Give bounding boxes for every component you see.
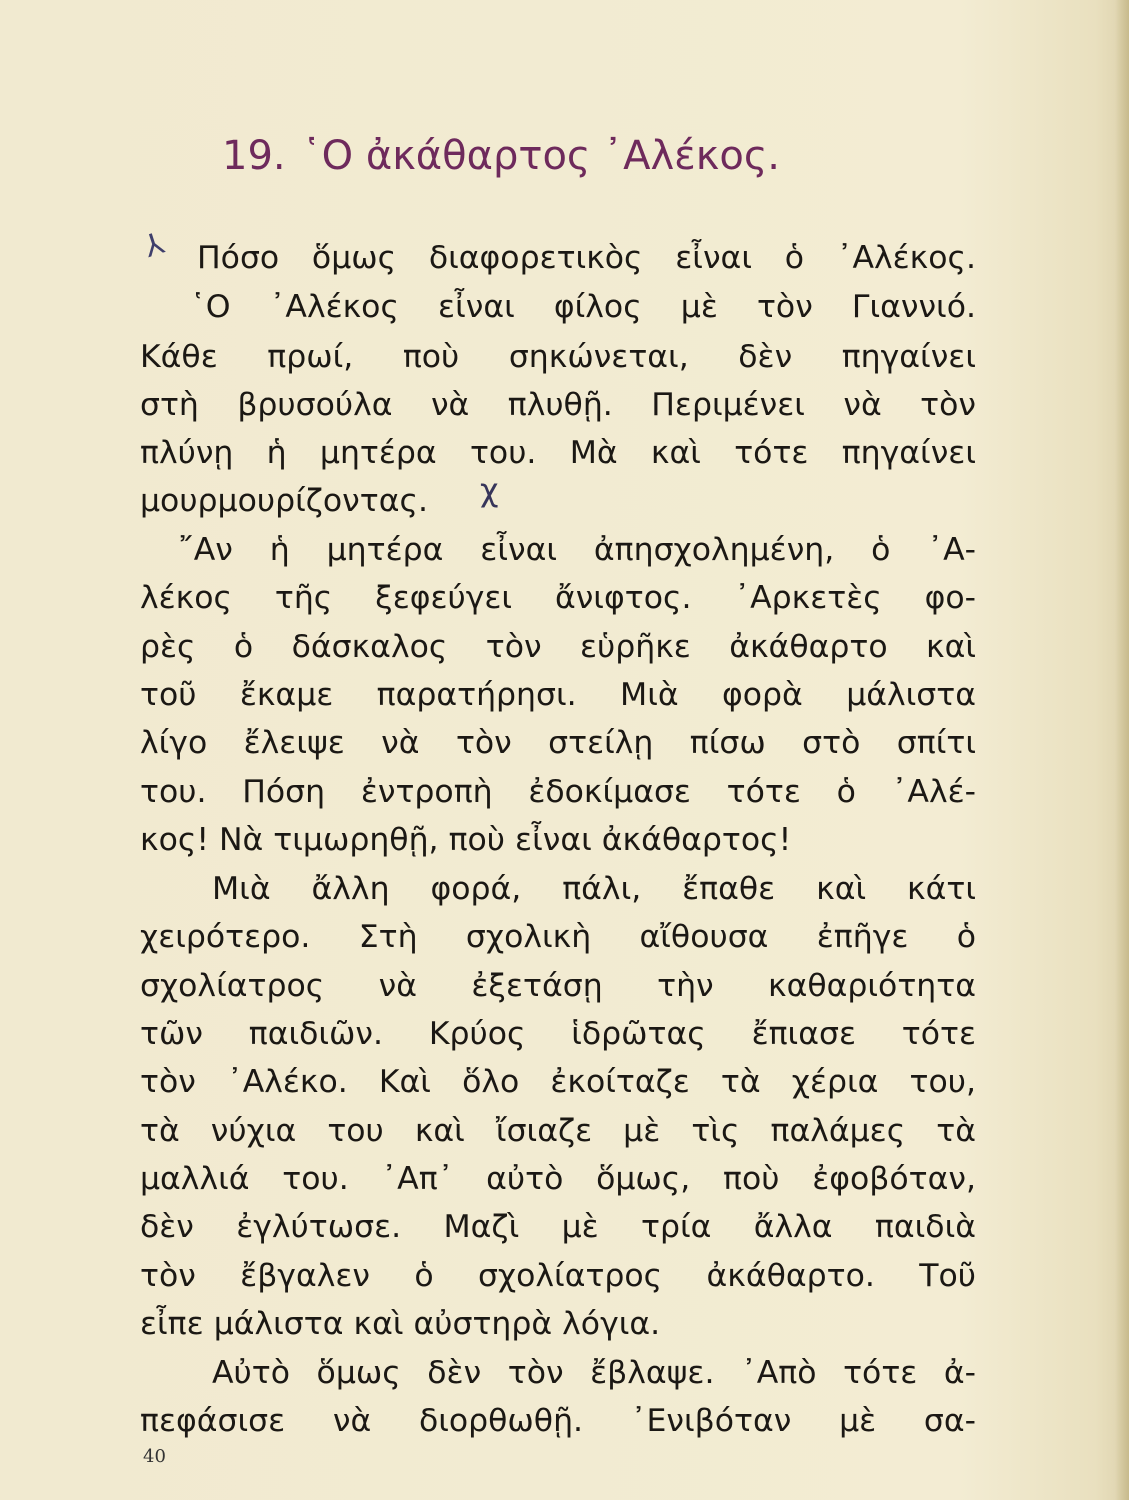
- text-line: μαλλιά του. ᾿Απ᾿ αὐτὸ ὅμως, ποὺ ἐφοβόταν,: [140, 1161, 976, 1197]
- text-line: Κάθε πρωί, ποὺ σηκώνεται, δὲν πηγαίνει: [140, 339, 976, 375]
- text-line: στὴ βρυσούλα νὰ πλυθῇ. Περιμένει νὰ τὸν: [140, 387, 976, 423]
- text-line: σχολίατρος νὰ ἐξετάσῃ τὴν καθαριότητα: [140, 968, 976, 1004]
- text-line: ῾Ο ᾿Αλέκος εἶναι φίλος μὲ τὸν Γιαννιό.: [190, 289, 976, 325]
- text-line: πλύνῃ ἡ μητέρα του. Μὰ καὶ τότε πηγαίνει: [140, 435, 976, 471]
- text-line: του. Πόση ἐντροπὴ ἐδοκίμασε τότε ὁ ᾿Αλέ-: [140, 774, 976, 810]
- chapter-title: ῾Ο ἀκάθαρτος ᾿Αλέκος.: [301, 133, 781, 179]
- text-line: πεφάσισε νὰ διορθωθῇ. ᾿Ενιβόταν μὲ σα-: [140, 1403, 976, 1439]
- margin-mark-end: χ: [480, 471, 499, 509]
- text-line: Πόσο ὅμως διαφορετικὸς εἶναι ὁ ᾿Αλέκος.: [197, 240, 976, 276]
- text-line: τοῦ ἔκαμε παρατήρησι. Μιὰ φορὰ μάλιστα: [140, 677, 976, 713]
- text-line: Αὐτὸ ὅμως δὲν τὸν ἔβλαψε. ᾿Απὸ τότε ἀ-: [212, 1355, 976, 1391]
- text-line: τὸν ᾿Αλέκο. Καὶ ὅλο ἐκοίταζε τὰ χέρια του,: [140, 1064, 976, 1100]
- text-line: κος! Νὰ τιμωρηθῇ, ποὺ εἶναι ἀκάθαρτος!: [140, 822, 792, 858]
- text-line: τὰ νύχια του καὶ ἴσιαζε μὲ τὶς παλάμες τὰ: [140, 1113, 976, 1149]
- text-line: λίγο ἔλειψε νὰ τὸν στείλῃ πίσω στὸ σπίτι: [140, 725, 976, 761]
- text-line: ρὲς ὁ δάσκαλος τὸν εὑρῆκε ἀκάθαρτο καὶ: [140, 629, 976, 665]
- text-line: δὲν ἐγλύτωσε. Μαζὶ μὲ τρία ἄλλα παιδιὰ: [140, 1209, 976, 1245]
- chapter-heading: [222, 128, 780, 184]
- text-line: τὸν ἔβγαλεν ὁ σχολίατρος ἀκάθαρτο. Τοῦ: [140, 1258, 976, 1294]
- text-line: χειρότερο. Στὴ σχολικὴ αἴθουσα ἐπῆγε ὁ: [140, 919, 976, 955]
- text-line: ῎Αν ἡ μητέρα εἶναι ἀπησχολημένη, ὁ ᾿Α-: [178, 532, 976, 568]
- text-line: Μιὰ ἄλλη φορά, πάλι, ἔπαθε καὶ κάτι: [212, 871, 976, 907]
- chapter-number: 19.: [222, 133, 286, 179]
- page-number: 40: [143, 1446, 166, 1467]
- text-line: εἶπε μάλιστα καὶ αὐστηρὰ λόγια.: [140, 1306, 661, 1342]
- margin-mark-start: ⅄: [140, 226, 169, 265]
- text-line: μουρμουρίζοντας.: [140, 483, 428, 519]
- page-edge: [1115, 0, 1129, 1500]
- text-line: λέκος τῆς ξεφεύγει ἄνιφτος. ᾿Αρκετὲς φο-: [140, 580, 976, 616]
- text-line: τῶν παιδιῶν. Κρύος ἱδρῶτας ἔπιασε τότε: [140, 1016, 976, 1052]
